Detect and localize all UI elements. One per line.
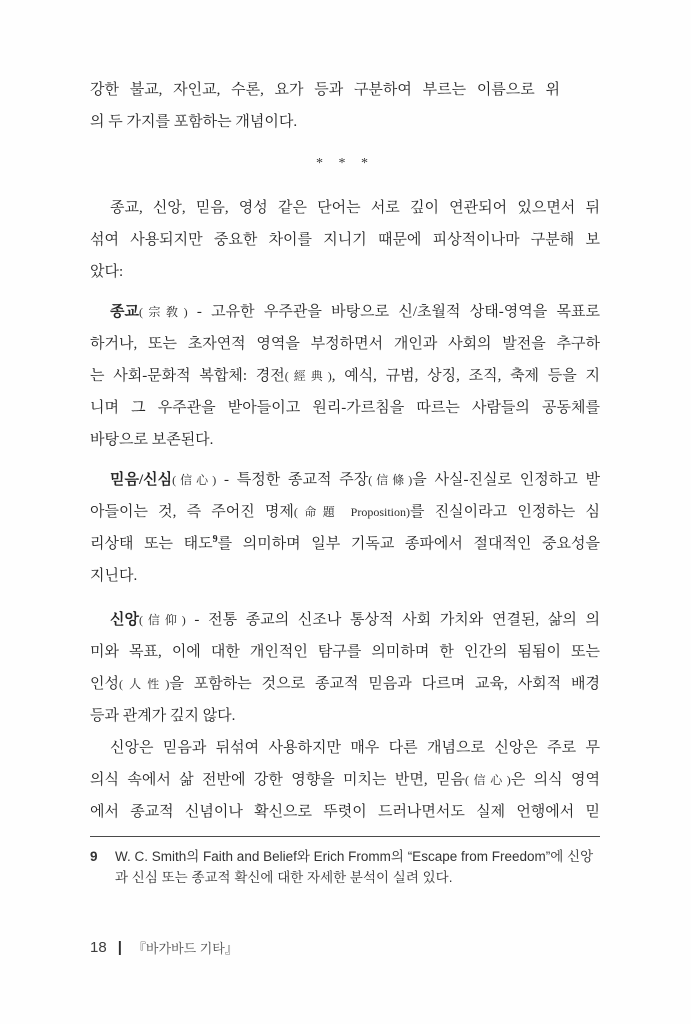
- text-line: [90, 360, 600, 392]
- text-segment: 는 사회-문화적 복합체: 경전: [90, 368, 285, 384]
- paragraph-religion-definition: [90, 296, 600, 456]
- text-line: 의 두 가지를 포함하는 개념이다.: [90, 114, 298, 130]
- text-line: 미와 목표, 이에 대한 개인적인 탐구를 의미하며 한 인간의 됨됨이 또는: [90, 644, 600, 660]
- text-line: [90, 764, 600, 796]
- footnote-line: W. C. Smith의 Faith and Belief와 Erich Fromm의 “Escape from Freedom”에 신앙: [115, 849, 594, 864]
- hanja-annotation: (宗敎): [138, 305, 188, 319]
- text-segment: - 특정한 종교적 주장: [223, 472, 369, 488]
- text-segment: 아들이는 것, 즉 주어진 명제: [90, 504, 294, 520]
- text-segment: 를 진실이라고 인정하는 심: [410, 504, 600, 520]
- text-line: [90, 528, 600, 560]
- paragraph-belief-definition: [90, 464, 600, 592]
- section-break-asterisks: * * *: [316, 156, 374, 171]
- text-line: 니며 그 우주관을 받아들이고 원리-가르침을 따르는 사람들의 공동체를: [90, 400, 600, 416]
- footnote-line: 과 신심 또는 종교적 확신에 대한 자세한 분석이 실려 있다.: [115, 870, 453, 885]
- term-faith: 신앙: [110, 612, 139, 628]
- text-line: 에서 종교적 신념이나 확신으로 뚜렷이 드러나면서도 실제 언행에서 믿: [90, 804, 600, 820]
- text-segment: 를 의미하며 일부 기독교 종파에서 절대적인 중요성을: [217, 536, 600, 552]
- footer-divider: |: [117, 939, 122, 956]
- paragraph-intro: [90, 192, 600, 288]
- paragraph-faith-definition: [90, 604, 600, 732]
- text-line: 았다:: [90, 264, 124, 280]
- text-line: 종교, 신앙, 믿음, 영성 같은 단어는 서로 깊이 연관되어 있으면서 뒤: [110, 200, 600, 216]
- footnote-block: [90, 846, 600, 888]
- text-segment: 의식 속에서 삶 전반에 강한 영향을 미치는 반면, 믿음: [90, 772, 465, 788]
- text-segment: 인성: [90, 676, 119, 692]
- paragraph-faith-vs-belief: [90, 732, 600, 828]
- text-line: 신앙은 믿음과 뒤섞여 사용하지만 매우 다른 개념으로 신앙은 주로 무: [110, 740, 600, 756]
- page-number: 18: [90, 939, 107, 956]
- term-belief: 믿음/신심: [110, 472, 173, 488]
- footnote-number: 9: [90, 849, 98, 864]
- text-segment: 을 포함하는 것으로 종교적 믿음과 다르며 교육, 사회적 배경: [169, 676, 600, 692]
- text-line: 하거나, 또는 초자연적 영역을 부정하면서 개인과 사회의 발전을 추구하: [90, 336, 600, 352]
- text-segment: - 고유한 우주관을 바탕으로 신/초월적 상태-영역을 목표로: [196, 304, 600, 320]
- text-line: [90, 496, 600, 528]
- text-segment: - 전통 종교의 신조나 통상적 사회 가치와 연결된, 삶의 의: [194, 612, 600, 628]
- text-line: 바탕으로 보존된다.: [90, 432, 214, 448]
- text-segment: , 예식, 규범, 상징, 조직, 축제 등을 지: [331, 368, 600, 384]
- text-line: 등과 관계가 깊지 않다.: [90, 708, 236, 724]
- text-line: [90, 668, 600, 700]
- text-line: 강한 불교, 자인교, 수론, 요가 등과 구분하여 부르는 이름으로 위: [90, 82, 560, 98]
- term-religion: 종교: [110, 304, 139, 320]
- hanja-annotation: (信仰): [138, 613, 186, 627]
- hanja-annotation: (信條): [368, 473, 413, 487]
- hanja-annotation: (人性): [118, 677, 170, 691]
- text-line: [90, 464, 600, 496]
- page-footer: [90, 938, 238, 957]
- footnote-text: [115, 846, 593, 888]
- text-line: [90, 604, 600, 636]
- text-column: [90, 74, 600, 888]
- hanja-annotation: (命題 Proposition): [293, 505, 411, 519]
- text-segment: 은 의식 영역: [510, 772, 600, 788]
- paragraph-continuation: [90, 74, 560, 138]
- text-segment: 리상태 또는 태도: [90, 536, 213, 552]
- text-line: [90, 296, 600, 328]
- footnote-divider: [90, 836, 600, 837]
- text-line: 섞여 사용되지만 중요한 차이를 지니기 때문에 피상적이나마 구분해 보: [90, 232, 600, 248]
- hanja-annotation: (信心): [172, 473, 217, 487]
- book-title: 『바가바드 기타』: [132, 941, 238, 956]
- text-line: 지닌다.: [90, 568, 138, 584]
- hanja-annotation: (信心): [464, 773, 511, 787]
- footnote-reference-9: 9: [212, 534, 218, 545]
- text-segment: 을 사실-진실로 인정하고 받: [412, 472, 600, 488]
- hanja-annotation: (經典): [284, 369, 332, 383]
